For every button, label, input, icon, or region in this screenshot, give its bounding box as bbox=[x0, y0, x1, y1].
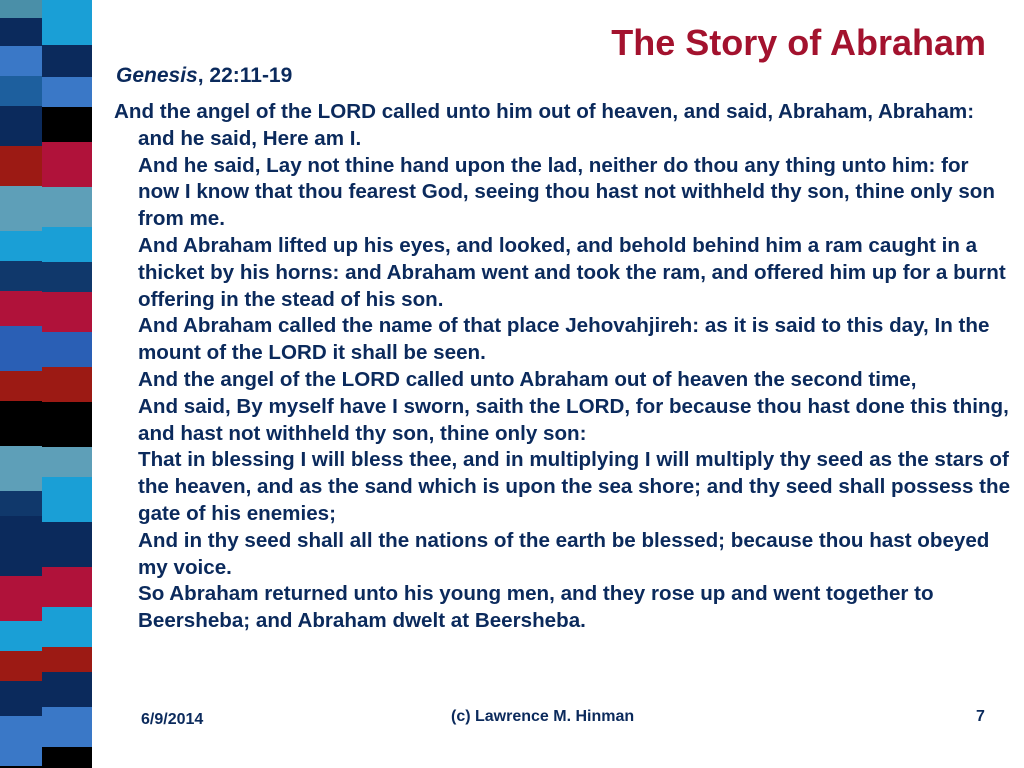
footer-page-number: 7 bbox=[976, 708, 985, 725]
stripe-column-left bbox=[0, 0, 42, 768]
reference-book: Genesis bbox=[116, 64, 198, 87]
verse-paragraph: And Abraham lifted up his eyes, and looked, and behold behind him a ram caught in a thicket by his horns: and Abraham went and took the ram, and offered him up for a burnt offering in the stead of his son. bbox=[138, 233, 1006, 311]
verse-paragraph: That in blessing I will bless thee, and in multiplying I will multiply thy seed as the stars of the heaven, and as the sand which is upon the sea shore; and thy seed shall possess the gate of his enemies; bbox=[138, 448, 1011, 525]
decorative-stripe-bar bbox=[0, 0, 100, 768]
reference-verse: , 22:11-19 bbox=[197, 64, 293, 87]
verse-paragraph: So Abraham returned unto his young men, and they rose up and went together to Beersheba; and Abraham dwelt at Beersheba. bbox=[138, 582, 934, 633]
verse-paragraph: And said, By myself have I sworn, saith the LORD, for because thou hast done this thing, and hast not withheld thy son, thine only son: bbox=[138, 394, 1009, 445]
slide-title: The Story of Abraham bbox=[611, 22, 986, 63]
stripe-column-right bbox=[42, 0, 92, 768]
verse-paragraph: And Abraham called the name of that place Jehovahjireh: as it is said to this day, In the mount of the LORD it shall be seen. bbox=[138, 314, 990, 365]
scripture-body bbox=[114, 99, 1014, 635]
scripture-reference bbox=[116, 64, 292, 88]
verse-paragraph: And in thy seed shall all the nations of the earth be blessed; because thou hast obeyed my voice. bbox=[138, 528, 990, 579]
footer-date: 6/9/2014 bbox=[141, 711, 204, 728]
verse-paragraph: And the angel of the LORD called unto him out of heaven, and said, Abraham, Abraham: and he said, Here am I. bbox=[114, 100, 975, 150]
footer-author: (c) Lawrence M. Hinman bbox=[451, 708, 635, 725]
verse-paragraph: And the angel of the LORD called unto Abraham out of heaven the second time, bbox=[138, 367, 917, 391]
verse-paragraph: And he said, Lay not thine hand upon the lad, neither do thou any thing unto him: for now I know that thou fearest God, seeing thou hast not withheld thy son, thine only son from me. bbox=[138, 153, 995, 231]
